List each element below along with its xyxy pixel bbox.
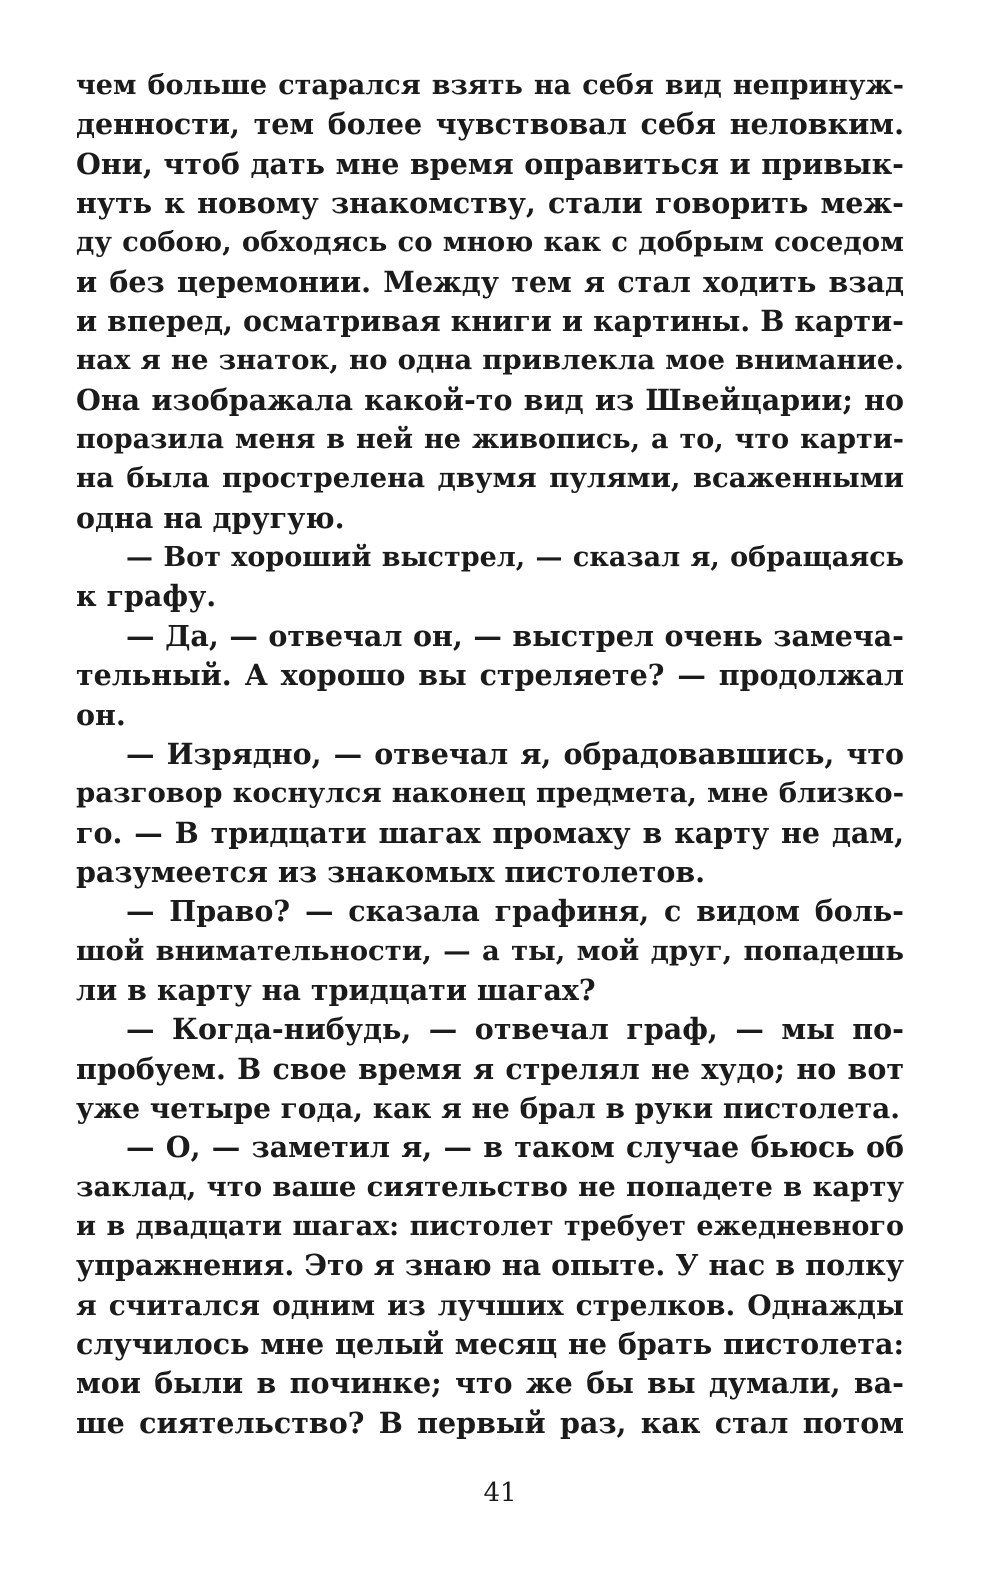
text-line: — Изрядно, — отвечал я, обрадовавшись, что [126, 736, 904, 771]
text-line: го. — В тридцати шагах промаху в карту не дам, [76, 815, 904, 850]
text-line: Она изображала какой-то вид из Швейцарии; но [76, 382, 904, 417]
text-line: мои были в починке; что же бы вы думали, ва- [76, 1366, 904, 1401]
page-number: 41 [483, 1478, 517, 1508]
text-line: он. [76, 697, 126, 732]
text-line: шой внимательности, — а ты, мой друг, попадешь [76, 934, 904, 967]
text-line: на была прострелена двумя пулями, всаженными [76, 462, 904, 495]
text-line: — Когда-нибудь, — отвечал граф, — мы по- [126, 1012, 904, 1047]
text-line: тельный. А хорошо вы стреляете? — продолжал [76, 658, 904, 693]
text-line: случилось мне целый месяц не брать пистолета: [76, 1327, 904, 1361]
text-line: ше сиятельство? В первый раз, как стал потом [76, 1405, 904, 1440]
text-line: ли в карту на тридцати шагах? [76, 972, 596, 1007]
text-line: и в двадцати шагах: пистолет требует ежедневного [76, 1210, 904, 1242]
text-line: — Да, — отвечал он, — выстрел очень замеча- [126, 618, 904, 653]
text-line: одна на другую. [76, 500, 345, 535]
text-line: и без церемонии. Между тем я стал ходить взад [76, 264, 904, 299]
text-line: нах я не знаток, но одна привлекла мое внимание. [76, 344, 904, 377]
text-line: пробуем. В свое время я стрелял не худо; но вот [76, 1051, 904, 1086]
text-line: — О, — заметил я, — в таком случае бьюсь об [126, 1130, 904, 1165]
text-line: поразила меня в ней не живопись, а то, что карти- [76, 424, 904, 456]
body-text [76, 66, 904, 1443]
text-line: к графу. [76, 579, 217, 614]
text-line: заклад, что ваше сиятельство не попадете в карту [76, 1170, 904, 1203]
text-line: денности, тем более чувствовал себя неловким. [76, 107, 904, 142]
text-line: нуть к новому знакомству, стали говорить меж- [76, 186, 904, 221]
text-line: Они, чтоб дать мне время оправиться и привык- [76, 146, 904, 181]
text-line: и вперед, осматривая книги и картины. В карти- [76, 304, 904, 339]
text-line: ду собою, обходясь со мною как с добрым соседом [76, 226, 904, 259]
text-line: разговор коснулся наконец предмета, мне близко- [76, 777, 904, 810]
text-line: упражнения. Это я знаю на опыте. У нас в полку [76, 1248, 904, 1283]
text-line: — Вот хороший выстрел, — сказал я, обращаясь [126, 542, 904, 574]
text-line: чем больше старался взять на себя вид непринуж- [76, 70, 904, 101]
text-line: я считался одним из лучших стрелков. Однажды [76, 1288, 904, 1322]
text-line: разумеется из знакомых пистолетов. [76, 854, 706, 889]
text-line: уже четыре года, как я не брал в руки пистолета. [76, 1091, 901, 1125]
text-line: — Право? — сказала графиня, с видом боль- [126, 894, 904, 929]
